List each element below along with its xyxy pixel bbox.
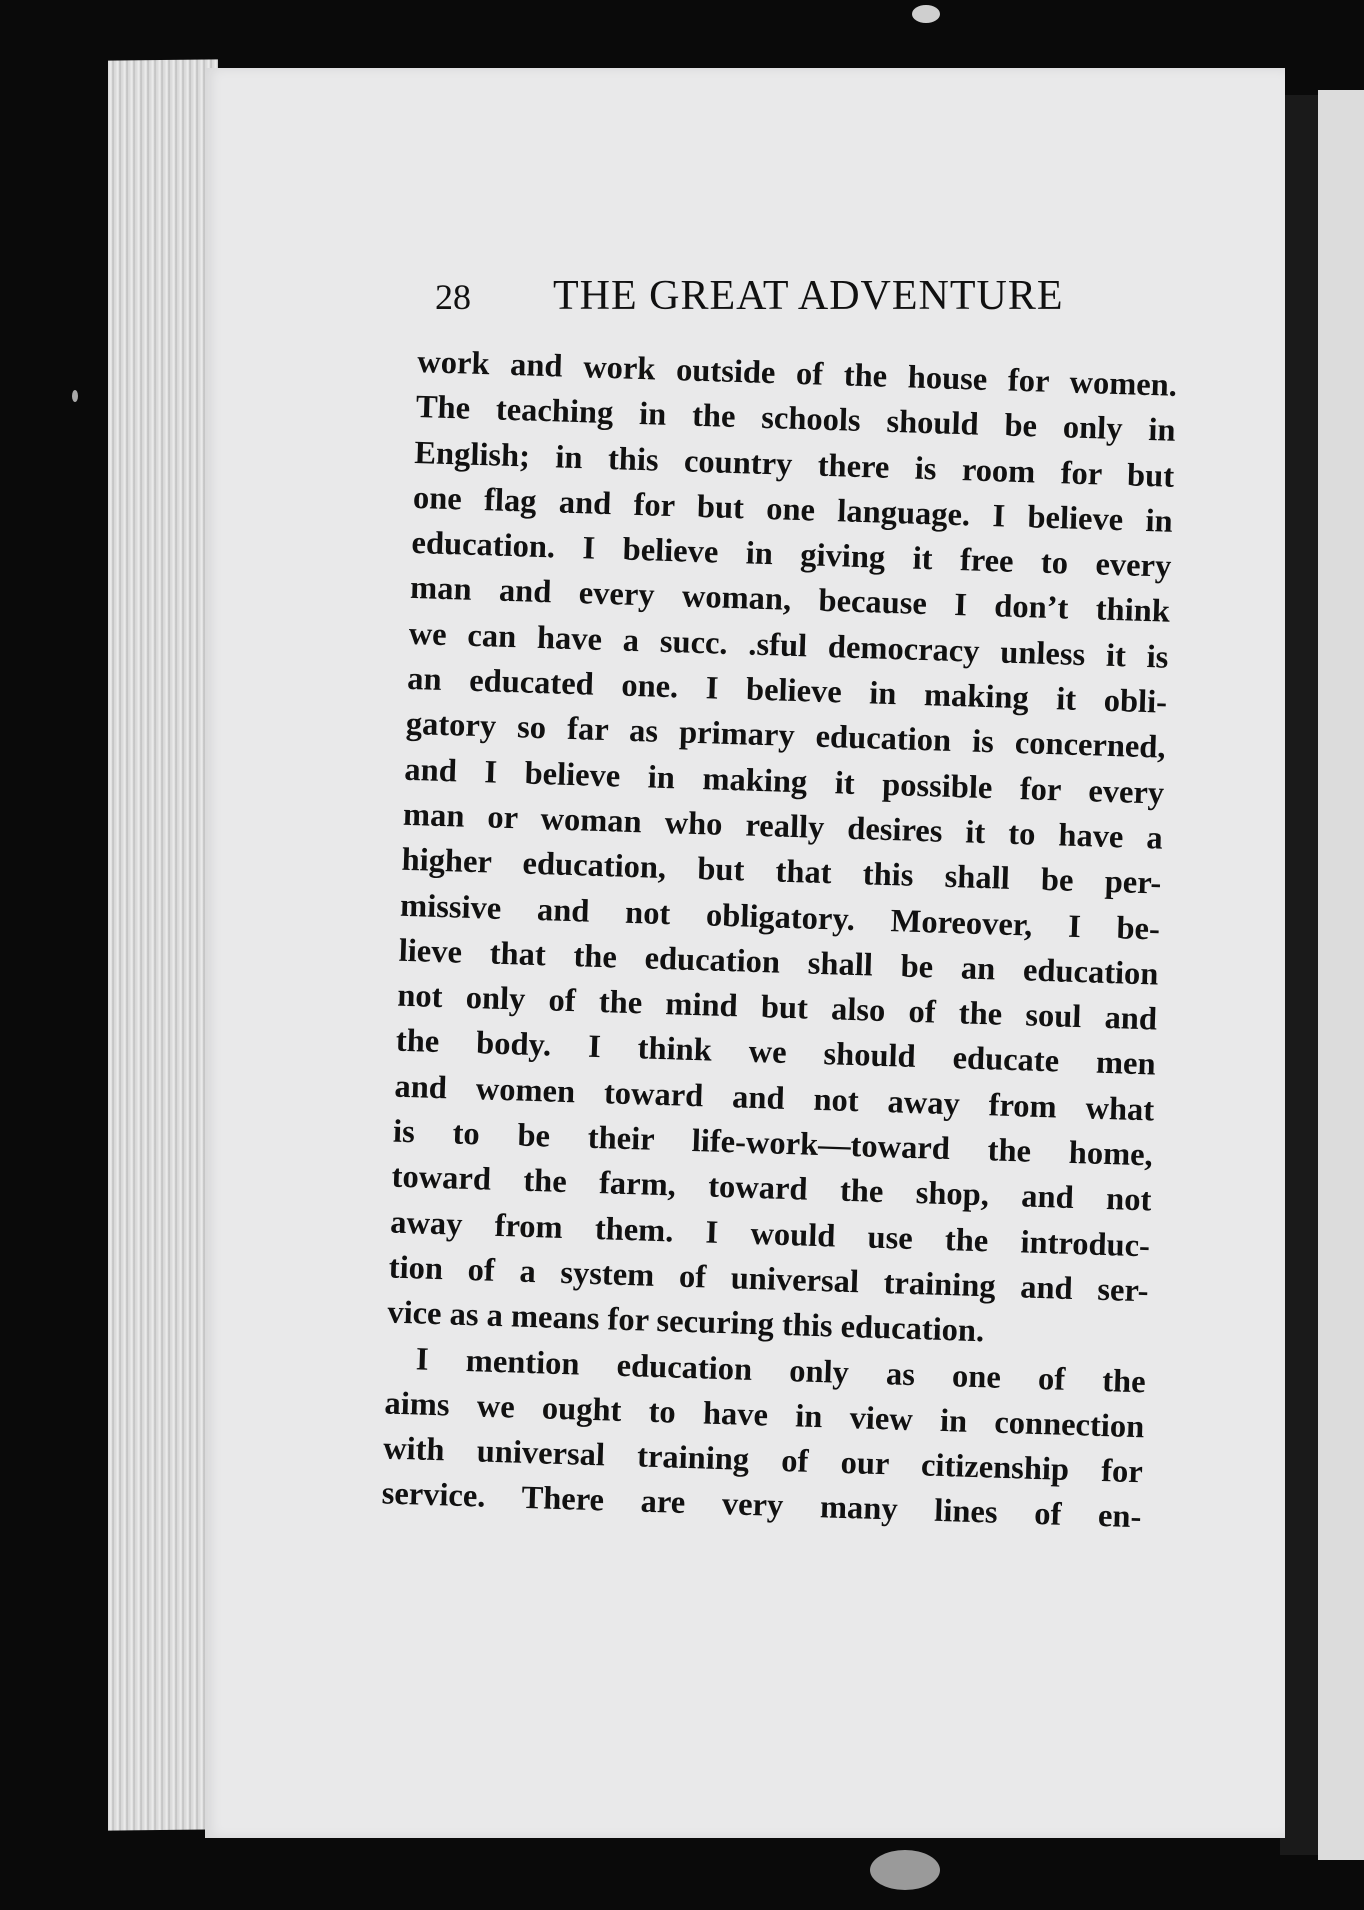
running-head xyxy=(435,272,1075,328)
text-line: missive and not obligatory. Moreover, I be- xyxy=(399,887,1161,948)
text-line: and I believe in making it possible for every xyxy=(403,751,1165,812)
text-line: is to be their life-work—toward the home, xyxy=(392,1113,1154,1174)
body-text xyxy=(381,340,1178,1541)
scan-speck xyxy=(870,1850,940,1890)
text-line: man or woman who really desires it to have a xyxy=(402,796,1164,857)
text-line: one flag and for but one language. I believe in xyxy=(412,479,1174,540)
text-line: man and every woman, because I don’t think xyxy=(409,570,1171,631)
text-line: aims we ought to have in view in connection xyxy=(384,1385,1145,1446)
adjacent-page-edge xyxy=(1318,90,1364,1860)
page-number: 28 xyxy=(435,277,471,317)
paragraph-start-line: I mention education only as one of the xyxy=(415,1340,1147,1400)
gutter-shadow xyxy=(1280,95,1320,1855)
text-line: with universal training of our citizenship for xyxy=(382,1430,1144,1491)
text-line: English; in this country there is room for but xyxy=(413,434,1175,495)
text-line: and women toward and not away from what xyxy=(393,1068,1155,1129)
scan-speck xyxy=(72,390,78,402)
text-line: higher education, but that this shall be per- xyxy=(401,842,1162,902)
text-line: The teaching in the schools should be only in xyxy=(415,389,1177,450)
page-edges-stack xyxy=(108,59,218,1830)
text-line: education. I believe in giving it free to every xyxy=(411,525,1172,585)
text-line: not only of the mind but also of the soul and xyxy=(396,977,1158,1038)
text-line: away from them. I would use the introduc- xyxy=(389,1204,1151,1265)
text-line: service. There are very many lines of en- xyxy=(381,1475,1142,1536)
scan-speck xyxy=(912,5,940,23)
text-line: tion of a system of universal training and ser- xyxy=(388,1249,1150,1310)
text-line: gatory so far as primary education is concerned, xyxy=(405,706,1167,767)
text-line: an educated one. I believe in making it obli- xyxy=(406,660,1168,721)
text-line: vice as a means for securing this education. xyxy=(386,1294,985,1350)
running-title: THE GREAT ADVENTURE xyxy=(553,273,1064,319)
text-line: toward the farm, toward the shop, and not xyxy=(391,1158,1152,1219)
text-line: we can have a succ. .sful democracy unless it is xyxy=(408,615,1169,676)
text-line: work and work outside of the house for women. xyxy=(416,343,1178,404)
text-line: lieve that the education shall be an education xyxy=(398,932,1160,993)
text-line: the body. I think we should educate men xyxy=(395,1023,1157,1083)
